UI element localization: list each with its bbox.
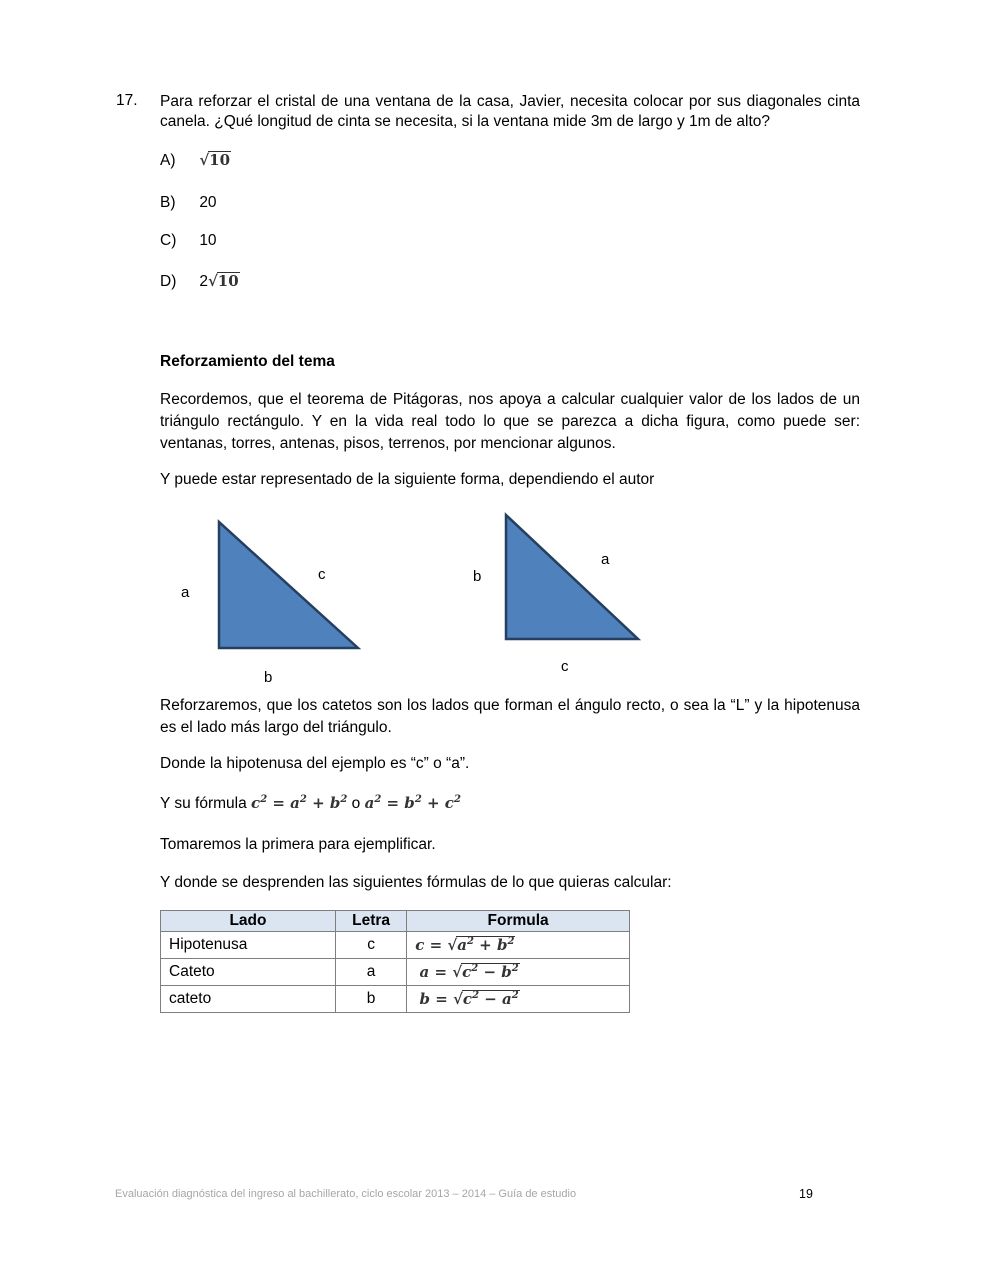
triangle-2 [506, 515, 638, 639]
table-row [161, 932, 630, 959]
cell-formula: $a = √c^2 - b^2$ [407, 959, 630, 986]
option-d [160, 272, 240, 291]
option-a [160, 151, 231, 170]
header-letra: Letra [335, 911, 406, 932]
question-number: 17. [116, 92, 138, 109]
option-b [160, 194, 217, 212]
option-c-value: 10 [199, 232, 217, 249]
cell-formula: $b = √c^2 - a^2$ [407, 986, 630, 1013]
paragraph-formula: Y su fórmula $c^2 = a^2 + b^2$ o $a^2 = b^2 + c^2$ [160, 794, 461, 812]
paragraph-formulas-intro: Y donde se desprenden las siguientes fórmulas de lo que quieras calcular: [160, 874, 672, 891]
page-number: 19 [799, 1187, 813, 1201]
paragraph-example: Tomaremos la primera para ejemplificar. [160, 836, 436, 853]
option-a-value: √10 [199, 151, 231, 169]
option-c [160, 232, 217, 250]
triangle-2-label-c: c [561, 658, 569, 675]
paragraph-pythagoras: Recordemos, que el teorema de Pitágoras, nos apoya a calcular cualquier valor de los lados de un triángulo rectángulo. Y en la vida real todo lo que se parezca a dicha figura, como puede ser: ventanas, torres, antenas, pisos, terrenos, por mencionar algunos. [160, 391, 860, 452]
cell-letra: c [335, 932, 406, 959]
formula-1: $c^2 = a^2 + b^2$ [251, 794, 348, 812]
paragraph-representation: Y puede estar representado de la siguiente forma, dependiendo el autor [160, 471, 655, 488]
option-b-value: 20 [199, 194, 217, 211]
header-lado: Lado [161, 911, 336, 932]
paragraph-catetos: Reforzaremos, que los catetos son los lados que forman el ángulo recto, o sea la “L” y la hipotenusa es el lado más largo del triángulo. [160, 697, 860, 736]
table-row [161, 986, 630, 1013]
footer-text: Evaluación diagnóstica del ingreso al bachillerato, ciclo escolar 2013 – 2014 – Guía de estudio [115, 1188, 577, 1200]
triangle-2-label-b: b [473, 568, 482, 585]
formula-2: $a^2 = b^2 + c^2$ [364, 794, 461, 812]
triangle-1-label-b: b [264, 669, 273, 686]
triangle-2-label-a: a [601, 551, 610, 568]
triangle-1-label-c: c [318, 566, 326, 583]
table-row [161, 959, 630, 986]
triangle-1 [219, 522, 358, 648]
cell-lado: cateto [161, 986, 336, 1013]
triangle-diagrams [0, 500, 990, 695]
section-title: Reforzamiento del tema [160, 353, 335, 370]
question-text: Para reforzar el cristal de una ventana de la casa, Javier, necesita colocar por sus diagonales cinta canela. ¿Qué longitud de cinta se necesita, si la ventana mide 3m de largo y 1m de alto? [160, 93, 860, 130]
paragraph-hypotenuse: Donde la hipotenusa del ejemplo es “c” o “a”. [160, 755, 470, 772]
option-c-label: C) [160, 232, 177, 249]
cell-letra: b [335, 986, 406, 1013]
cell-lado: Cateto [161, 959, 336, 986]
option-d-value: 2√10 [199, 272, 239, 290]
formula-table [160, 910, 630, 1013]
option-b-label: B) [160, 194, 176, 211]
cell-formula: $c = √a^2 + b^2$ [407, 932, 630, 959]
option-a-label: A) [160, 152, 176, 169]
header-formula: Formula [407, 911, 630, 932]
option-d-label: D) [160, 273, 177, 290]
triangle-1-label-a: a [181, 584, 190, 601]
cell-letra: a [335, 959, 406, 986]
cell-lado: Hipotenusa [161, 932, 336, 959]
